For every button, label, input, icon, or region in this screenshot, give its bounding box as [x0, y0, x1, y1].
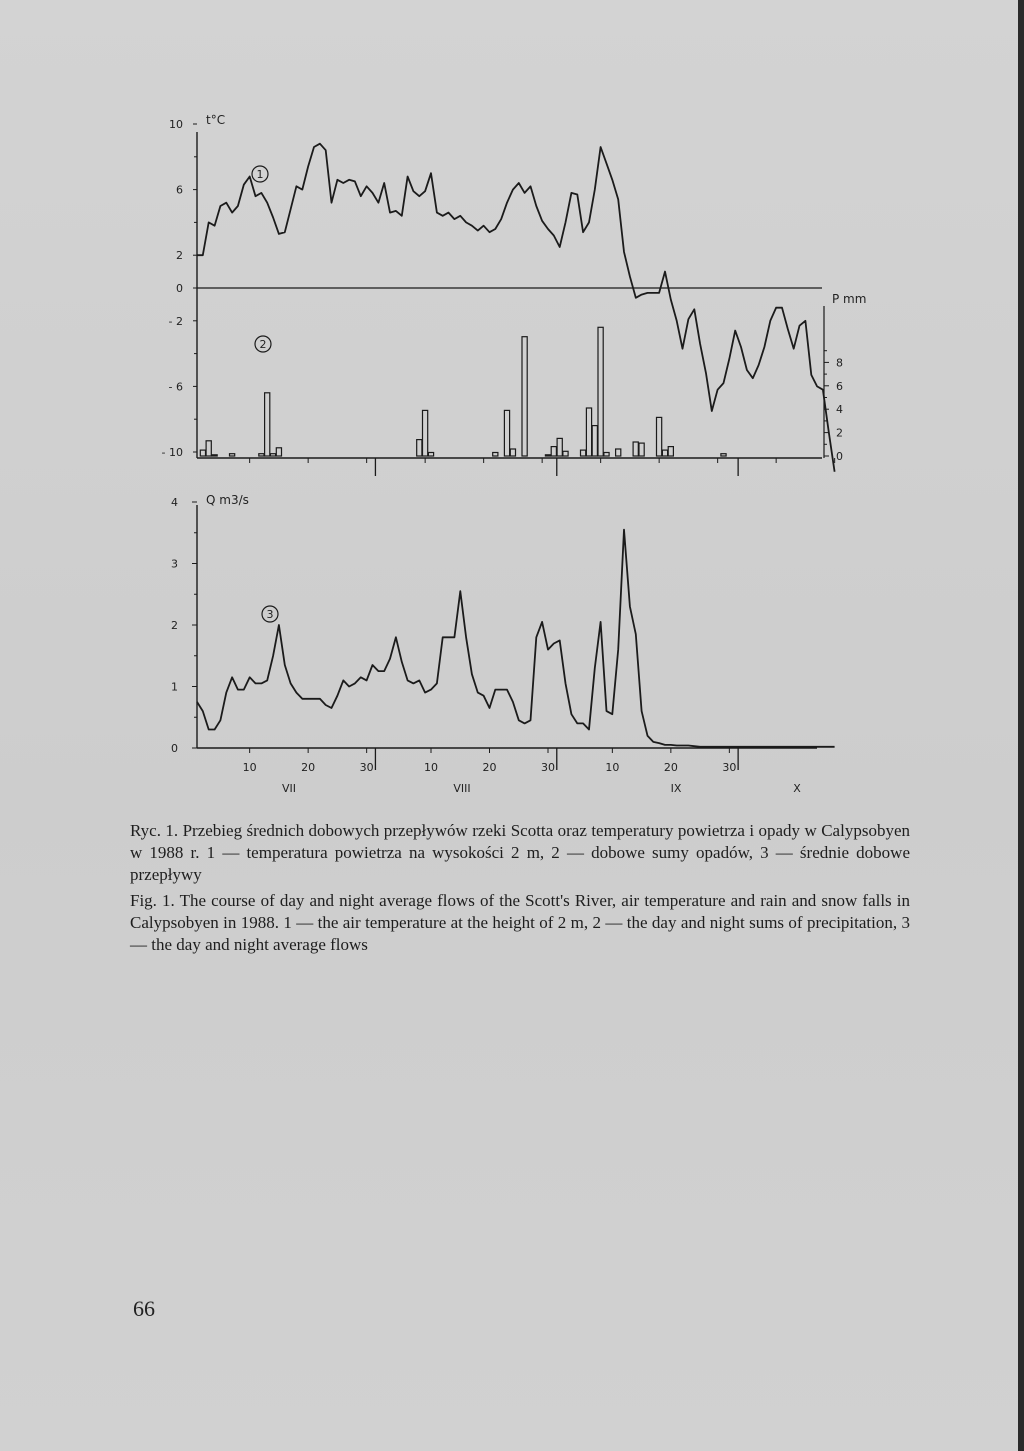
precipitation-bar: [551, 447, 556, 456]
precipitation-bar: [510, 449, 515, 456]
flow-tick-label: 3: [171, 557, 178, 571]
precipitation-bar: [592, 426, 597, 456]
month-label: VII: [281, 782, 297, 795]
precipitation-bar: [545, 455, 550, 456]
temperature-line: [197, 144, 835, 472]
flow-panel: [171, 493, 835, 755]
precipitation-bar: [212, 455, 217, 456]
precipitation-tick-label: 4: [836, 403, 843, 417]
precipitation-tick-label: 0: [836, 450, 843, 463]
day-tick-label: 10: [242, 761, 257, 774]
precipitation-bar: [493, 453, 498, 457]
precipitation-bar: [200, 450, 205, 456]
flow-line: [197, 530, 835, 747]
precipitation-bar: [721, 454, 726, 456]
temperature-tick-label: - 10: [161, 446, 183, 459]
day-tick-label: 30: [359, 761, 374, 774]
flow-tick-label: 2: [171, 619, 178, 632]
precipitation-panel: [197, 292, 866, 476]
precipitation-bar: [657, 417, 662, 456]
series-1-marker-label: 1: [256, 168, 264, 181]
series-3-marker-label: 3: [266, 608, 274, 621]
caption-english: Fig. 1. The course of day and night average flows of the Scott's River, air temperature and rain and snow falls in Calypsobyen in 1988. 1 — the air temperature at the height of 2 m, 2 — the day and night sums of precipitation, 3 — the day and night average flows: [130, 891, 910, 954]
day-tick-label: 20: [301, 761, 316, 774]
precipitation-bar: [668, 447, 673, 456]
day-tick-label: 10: [605, 761, 620, 774]
precipitation-bar: [581, 450, 586, 456]
temperature-axis-label: t°C: [206, 113, 226, 127]
precipitation-tick-label: 2: [836, 426, 843, 440]
figure-caption: [130, 820, 910, 960]
precipitation-tick-label: 8: [836, 356, 843, 370]
flow-axis-label: Q m3/s: [206, 493, 249, 507]
flow-tick-label: 1: [171, 680, 178, 694]
precipitation-bar: [522, 337, 527, 456]
temperature-tick-label: 10: [169, 118, 183, 131]
precipitation-bar: [259, 454, 264, 456]
day-tick-label: 30: [722, 761, 737, 774]
precipitation-bar: [230, 454, 235, 456]
precipitation-bar: [639, 443, 644, 456]
precipitation-bar: [276, 448, 281, 456]
precipitation-bar: [428, 453, 433, 457]
flow-tick-label: 4: [171, 496, 178, 509]
month-label: IX: [670, 782, 682, 795]
day-tick-label: 20: [663, 761, 678, 774]
month-label: X: [793, 782, 801, 795]
temperature-tick-label: 6: [176, 183, 183, 197]
temperature-tick-label: 2: [176, 249, 183, 263]
precipitation-bar: [270, 454, 275, 456]
precipitation-bar: [206, 441, 211, 456]
page-number: 66: [133, 1296, 155, 1321]
precipitation-bar: [504, 410, 509, 456]
day-tick-label: 30: [541, 761, 555, 774]
precipitation-bar: [423, 410, 428, 456]
precipitation-axis-label: P mm: [832, 292, 867, 306]
series-2-marker-label: 2: [259, 338, 267, 351]
temperature-panel: [162, 113, 835, 472]
precipitation-bar: [598, 327, 603, 456]
precipitation-bar: [633, 442, 638, 456]
precipitation-bar: [265, 393, 270, 456]
precipitation-tick-label: 6: [836, 379, 843, 393]
month-label: VIII: [453, 782, 471, 795]
day-tick-label: 20: [482, 761, 497, 774]
precipitation-bar: [557, 438, 562, 456]
day-tick-label: 10: [424, 761, 438, 774]
flow-tick-label: 0: [171, 742, 178, 755]
precipitation-bar: [417, 440, 422, 456]
precipitation-bar: [586, 408, 591, 456]
caption-polish: Ryc. 1. Przebieg średnich dobowych przepływów rzeki Scotta oraz temperatury powietrza i opady w Calypsobyen w 1988 r. 1 — temperatura powietrza na wysokości 2 m, 2 — dobowe sumy opadów, 3 — średnie dobowe przepływy: [130, 821, 910, 884]
temperature-tick-label: - 6: [168, 380, 183, 394]
temperature-tick-label: 0: [176, 282, 183, 295]
precipitation-bar: [662, 450, 667, 456]
precipitation-bar: [604, 453, 609, 457]
x-axis: [243, 748, 802, 795]
precipitation-bar: [616, 449, 621, 456]
temperature-tick-label: - 2: [168, 314, 183, 328]
precipitation-bar: [563, 451, 568, 456]
